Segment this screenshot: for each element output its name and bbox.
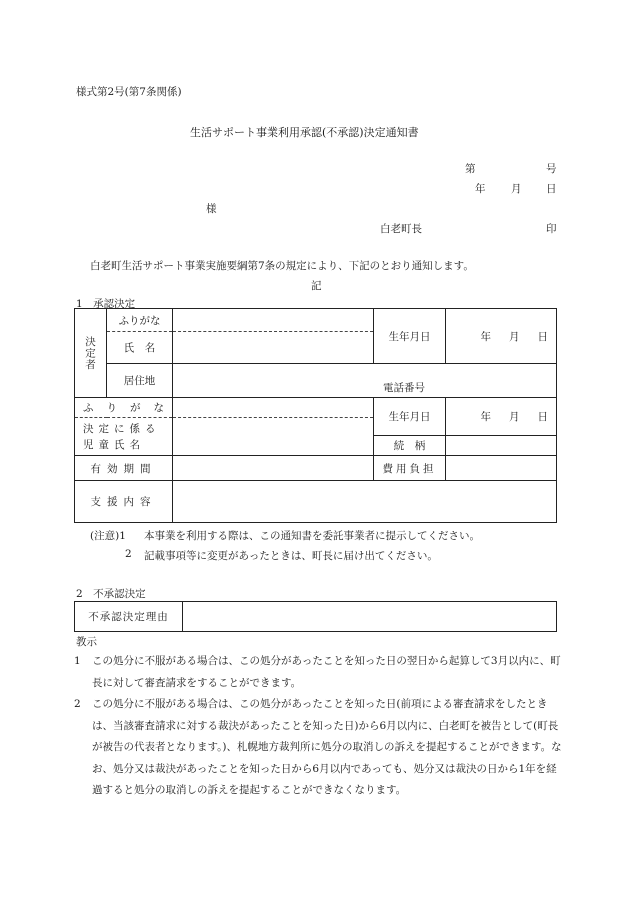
cost-field[interactable] [446,456,557,481]
child-name-label-cell [75,418,173,456]
approval-table [74,308,557,523]
child-name-label-line2: 児童氏名 [83,438,145,451]
rejection-reason-field[interactable] [183,602,557,632]
name-label: 氏 名 [107,332,173,364]
section2-heading: 2 不承認決定 [76,588,146,600]
note-2-number: 2 [125,548,132,560]
rejection-reason-label: 不承認決定理由 [75,602,183,632]
address-field[interactable] [173,364,557,398]
birthdate-label: 生年月日 [374,309,446,364]
instruction-item-2-text: この処分に不服がある場合は、この処分があったことを知った日(前項による審査請求をしたときは、当該審査請求に対する裁決があったことを知った日)から6月以内に、白老町を被告として(町長が被告の代表者となります。)、札幌地方裁判所に処分の取消しの訴えを提起することができます。なお、処分又は裁決があったことを知った日から6月以内であっても、処分又は裁決の日から1年を経過すると処分の取消しの訴えを提起することができなくなります。 [92,698,562,796]
instruction-item-1-text: この処分に不服がある場合は、この処分があったことを知った日の翌日から起算して3月以内に、町長に対して審査請求をすることができます。 [92,655,561,689]
issuer: 白老町長 [380,223,422,235]
notes-label: (注意)1 [90,530,126,542]
instruction-item-2-number: 2 [74,698,81,710]
note-2: 記載事項等に変更があったときは、町長に届け出てください。 [144,550,438,562]
child-birthdate-field[interactable] [446,398,557,436]
cost-label: 費用負担 [374,456,446,481]
rejection-table [74,601,557,632]
birthdate-field[interactable] [446,309,557,364]
note-1: 本事業を利用する際は、この通知書を委託事業者に提示してください。 [144,530,480,542]
furigana-field[interactable] [173,309,374,332]
instruction-item-1-number: 1 [74,655,81,667]
child-name-label-line1: 決定に係る [83,422,161,435]
doc-number-prefix: 第 [465,163,476,175]
furigana-label: ふりがな [107,309,173,332]
instruction-heading: 教示 [76,636,97,648]
name-field[interactable] [173,332,374,364]
instruction-item-1 [74,651,564,694]
form-number: 様式第2号(第7条関係) [76,86,182,98]
document-title: 生活サポート事業利用承認(不承認)決定通知書 [190,126,419,139]
date-year: 年 [475,183,486,195]
birth-year-unit: 年 [480,330,491,343]
validity-label: 有効期間 [75,456,173,481]
child-furigana-label-cell: ふ り が な [75,398,173,418]
relationship-field[interactable] [446,436,557,456]
child-birth-year-unit: 年 [480,411,491,423]
decider-label: 決定者 [84,335,96,371]
doc-number-suffix: 号 [546,163,557,175]
birth-day-unit: 日 [537,330,548,343]
phone-label: 電話番号 [383,382,425,394]
relationship-label: 続 柄 [374,436,446,456]
support-label: 支援内容 [75,481,173,523]
section1-heading: 1 承認決定 [76,298,136,310]
child-birthdate-label: 生年月日 [374,398,446,436]
child-birth-day-unit: 日 [537,411,548,423]
child-furigana-field[interactable] [173,398,374,418]
instruction-item-2 [74,694,564,802]
child-birth-month-unit: 月 [509,411,520,423]
ki-marker: 記 [311,280,322,292]
child-name-field[interactable] [173,418,374,456]
date-month: 月 [511,183,522,195]
birth-month-unit: 月 [509,330,520,343]
body-text: 白老町生活サポート事業実施要綱第7条の規定により、下記のとおり通知します。 [90,260,474,272]
addressee-suffix: 様 [206,203,217,215]
date-day: 日 [546,183,557,195]
decider-label-cell [75,309,107,398]
support-field[interactable] [173,481,557,523]
seal-mark: 印 [546,223,557,235]
address-label: 居住地 [107,364,173,398]
validity-field[interactable] [173,456,374,481]
